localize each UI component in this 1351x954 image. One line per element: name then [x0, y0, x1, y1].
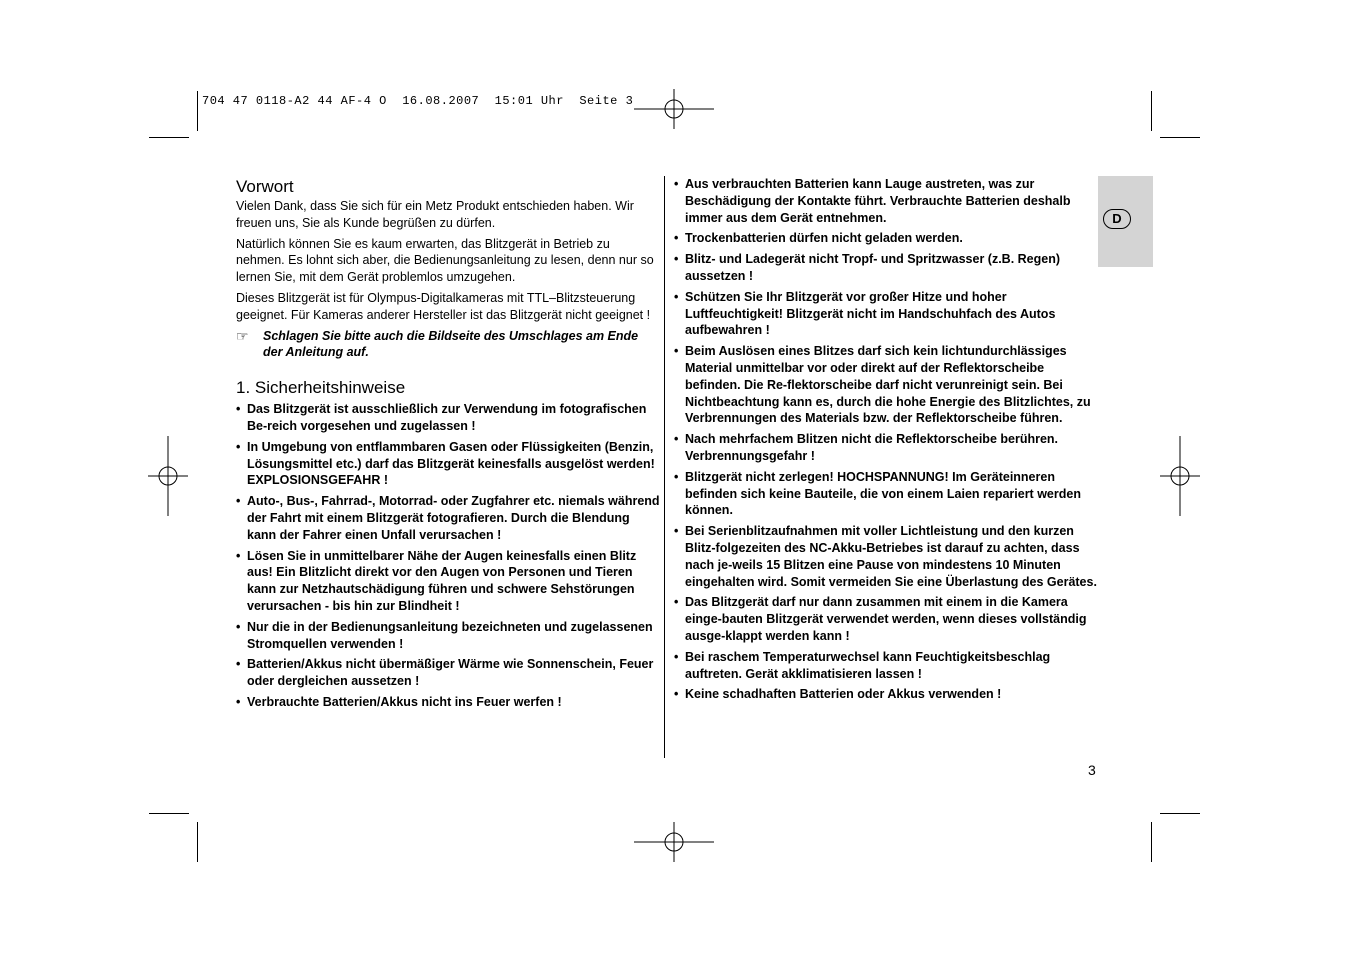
paragraph: Natürlich können Sie es kaum erwarten, das Blitzgerät in Betrieb zu nehmen. Es lohnt sich aber, die Bedienungsanleitung zu lesen, denn nur so lernen Sie, mit dem Gerät problemlos umzugehen.	[236, 236, 654, 285]
note-text: Schlagen Sie bitte auch die Bildseite des Umschlages am Ende der Anleitung auf.	[263, 328, 639, 360]
column-divider	[664, 176, 665, 758]
list-item: • Das Blitzgerät ist ausschließlich zur Verwendung im fotografischen Be-reich vorgesehen und zugelassen !	[236, 401, 660, 435]
left-column	[236, 176, 660, 715]
list-item: • Das Blitzgerät darf nur dann zusammen mit einem in die Kamera einge-bauten Blitzgerät verwendet werden, wenn dieses vollständig ausge-klappt werden kann !	[674, 594, 1098, 644]
section-title-safety: 1. Sicherheitshinweise	[236, 378, 406, 398]
safety-list-right	[674, 176, 1098, 703]
list-item: • Beim Auslösen eines Blitzes darf sich kein lichtundurchlässiges Material unmittelbar vor oder direkt auf der Reflektorscheibe befinden. Die Re-flektorscheibe darf nicht verunreinigt sein. Bei Nichtbeachtung kann es, durch die hohe Energie des Blitzlichtes, zu Verbrennungen des Materials bzw. der Reflektorscheibe führen.	[674, 343, 1098, 427]
list-item: • Blitzgerät nicht zerlegen! HOCHSPANNUNG! Im Geräteinneren befinden sich keine Bauteile, die von einem Laien repariert werden können.	[674, 469, 1098, 519]
crop-mark	[197, 91, 198, 131]
registration-mark-icon	[1160, 436, 1200, 516]
list-item: • Bei Serienblitzaufnahmen mit voller Lichtleistung und den kurzen Blitz-folgezeiten des NC-Akku-Betriebes ist darauf zu achten, dass nach je-weils 15 Blitzen eine Pause von mindestens 10 Minuten eingehalten wird. Somit vermeiden Sie eine Überlastung des Gerätes.	[674, 523, 1098, 590]
crop-mark	[197, 822, 198, 862]
crop-mark	[1160, 813, 1200, 814]
note	[236, 328, 660, 362]
list-item: • Nach mehrfachem Blitzen nicht die Reflektorscheibe berühren. Verbrennungsgefahr !	[674, 431, 1098, 465]
crop-mark	[1160, 137, 1200, 138]
list-item: • Lösen Sie in unmittelbarer Nähe der Augen keinesfalls einen Blitz aus! Ein Blitzlicht direkt vor den Augen von Personen und Tieren kann zur Netzhautschädigung führen und schwere Sehstörungen verursachen - bis hin zur Blindheit !	[236, 548, 660, 615]
registration-mark-icon	[634, 822, 714, 862]
list-item: • Aus verbrauchten Batterien kann Lauge austreten, was zur Beschädigung der Kontakte führt. Verbrauchte Batterien deshalb immer aus dem Gerät entnehmen.	[674, 176, 1098, 226]
list-item: • Keine schadhaften Batterien oder Akkus verwenden !	[674, 686, 1098, 703]
crop-mark	[1151, 91, 1152, 131]
pointing-hand-icon: ☞	[236, 327, 249, 344]
paragraph: Dieses Blitzgerät ist für Olympus-Digitalkameras mit TTL–Blitzsteuerung geeignet. Für Kameras anderer Hersteller ist das Blitzgerät nicht geeignet !	[236, 290, 651, 322]
language-tab-label: D	[1103, 209, 1131, 229]
list-item: • Schützen Sie Ihr Blitzgerät vor großer Hitze und hoher Luftfeuchtigkeit! Blitzgerät nicht im Handschuhfach des Autos aufbewahren !	[674, 289, 1098, 339]
page-number: 3	[1088, 762, 1096, 778]
list-item: • Auto-, Bus-, Fahrrad-, Motorrad- oder Zugfahrer etc. niemals während der Fahrt mit einem Blitzgerät fotografieren. Durch die Blendung kann der Fahrer einen Unfall verursachen !	[236, 493, 660, 543]
paragraph: Vielen Dank, dass Sie sich für ein Metz Produkt entschieden haben. Wir freuen uns, Sie als Kunde begrüßen zu dürfen.	[236, 199, 634, 230]
registration-mark-icon	[148, 436, 188, 516]
crop-mark	[149, 813, 189, 814]
safety-list-left	[236, 401, 660, 711]
list-item: • Verbrauchte Batterien/Akkus nicht ins Feuer werfen !	[236, 694, 660, 711]
list-item: • Bei raschem Temperaturwechsel kann Feuchtigkeitsbeschlag auftreten. Gerät akklimatisieren lassen !	[674, 649, 1098, 683]
section-title-vorwort: Vorwort	[236, 177, 294, 196]
list-item: • In Umgebung von entflammbaren Gasen oder Flüssigkeiten (Benzin, Lösungsmittel etc.) darf das Blitzgerät keinesfalls ausgelöst werden! EXPLOSIONSGEFAHR !	[236, 439, 660, 489]
registration-mark-icon	[634, 89, 714, 129]
right-column	[674, 176, 1098, 707]
crop-mark	[149, 137, 189, 138]
list-item: • Blitz- und Ladegerät nicht Tropf- und Spritzwasser (z.B. Regen) aussetzen !	[674, 251, 1098, 285]
crop-mark	[1151, 822, 1152, 862]
list-item: • Nur die in der Bedienungsanleitung bezeichneten und zugelassenen Stromquellen verwenden !	[236, 619, 660, 653]
print-slug: 704 47 0118-A2 44 AF-4 O 16.08.2007 15:01 Uhr Seite 3	[202, 94, 634, 108]
list-item: • Batterien/Akkus nicht übermäßiger Wärme wie Sonnenschein, Feuer oder dergleichen aussetzen !	[236, 656, 660, 690]
list-item: • Trockenbatterien dürfen nicht geladen werden.	[674, 230, 1098, 247]
